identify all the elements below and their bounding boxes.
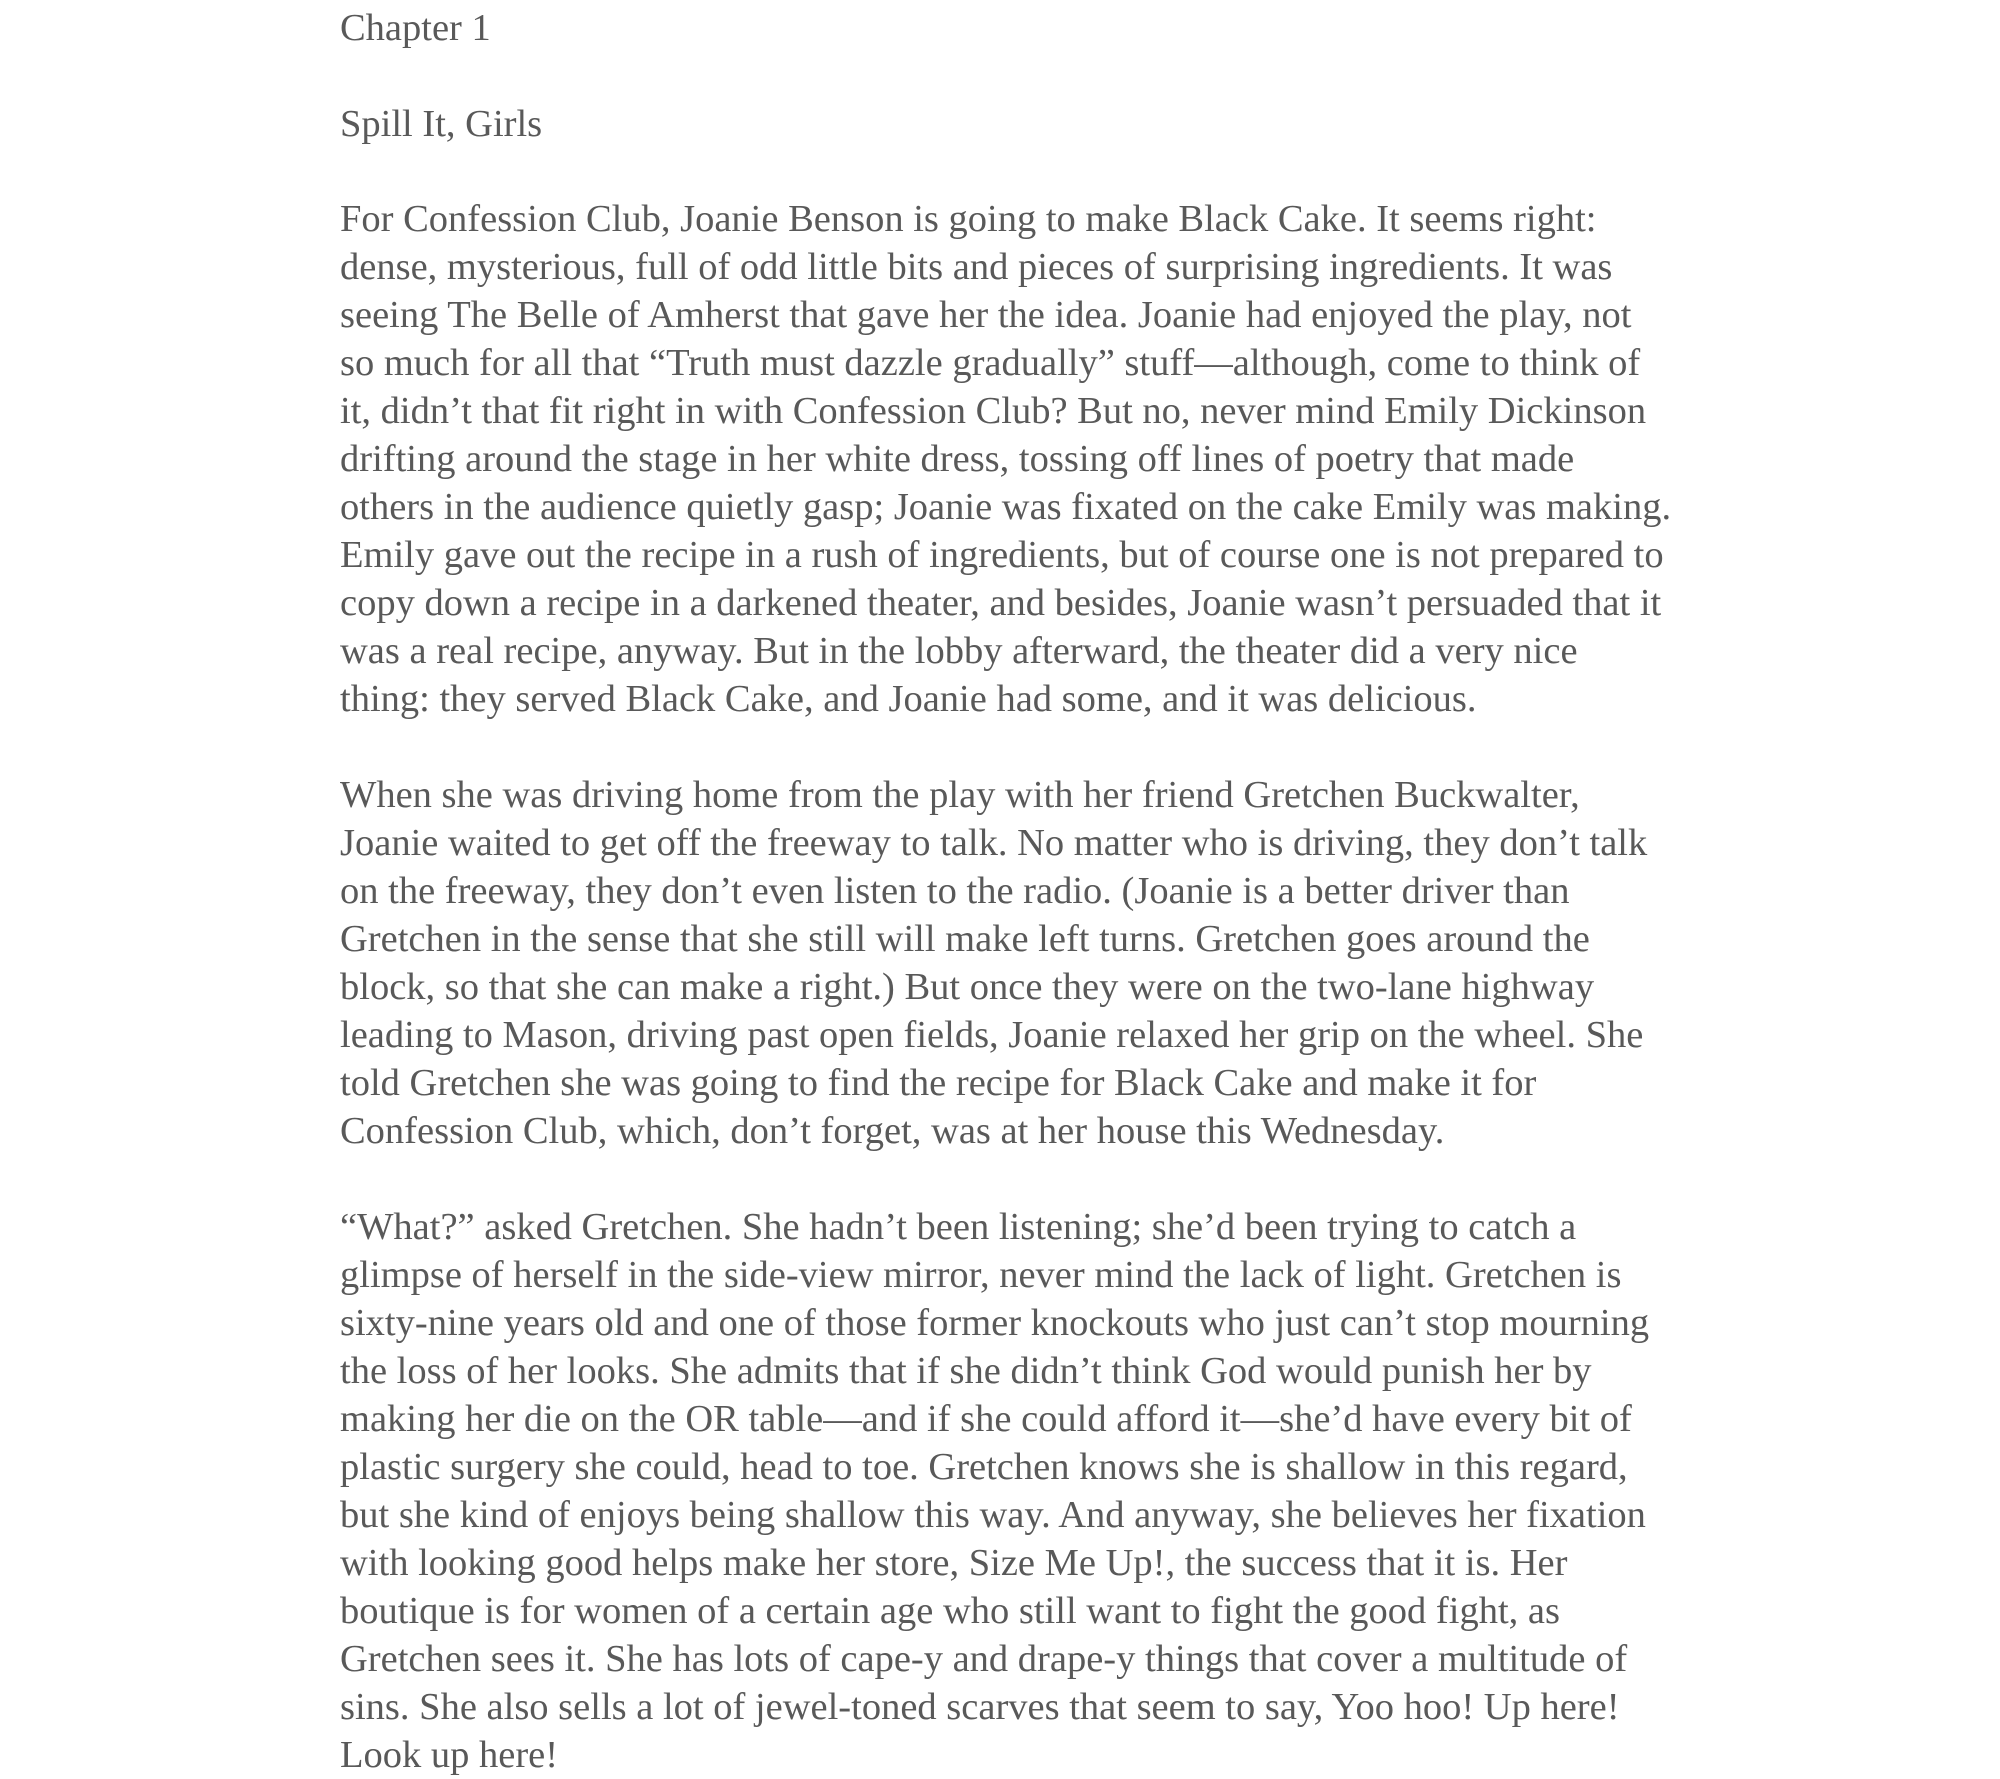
- text-line: with looking good helps make her store, Size Me Up!, the success that it is. Her: [340, 1542, 1568, 1584]
- text-line: leading to Mason, driving past open fields, Joanie relaxed her grip on the wheel. She: [340, 1014, 1644, 1056]
- text-line: seeing The Belle of Amherst that gave her the idea. Joanie had enjoyed the play, not: [340, 294, 1632, 336]
- text-line: Gretchen in the sense that she still will make left turns. Gretchen goes around the: [340, 918, 1590, 960]
- text-line: so much for all that “Truth must dazzle gradually” stuff—although, come to think of: [340, 342, 1641, 384]
- text-line: block, so that she can make a right.) But once they were on the two-lane highway: [340, 966, 1595, 1008]
- text-line: sins. She also sells a lot of jewel-toned scarves that seem to say, Yoo hoo! Up here!: [340, 1686, 1620, 1728]
- text-line: others in the audience quietly gasp; Joanie was fixated on the cake Emily was making.: [340, 486, 1672, 528]
- text-line: was a real recipe, anyway. But in the lobby afterward, the theater did a very nice: [340, 630, 1578, 672]
- chapter-label: Chapter 1: [340, 7, 491, 49]
- text-line: When she was driving home from the play with her friend Gretchen Buckwalter,: [340, 774, 1580, 816]
- paragraph: [340, 1203, 1700, 1779]
- text-line: the loss of her looks. She admits that if she didn’t think God would punish her by: [340, 1350, 1592, 1392]
- paragraph: [340, 195, 1700, 723]
- text-line: drifting around the stage in her white dress, tossing off lines of poetry that made: [340, 438, 1575, 480]
- text-line: told Gretchen she was going to find the recipe for Black Cake and make it for: [340, 1062, 1537, 1104]
- text-line: Confession Club, which, don’t forget, was at her house this Wednesday.: [340, 1110, 1445, 1152]
- text-line: sixty-nine years old and one of those former knockouts who just can’t stop mourning: [340, 1302, 1650, 1344]
- chapter-title: Spill It, Girls: [340, 103, 543, 145]
- text-line: making her die on the OR table—and if she could afford it—she’d have every bit of: [340, 1398, 1632, 1440]
- text-line: plastic surgery she could, head to toe. Gretchen knows she is shallow in this regard,: [340, 1446, 1628, 1488]
- text-line: copy down a recipe in a darkened theater, and besides, Joanie wasn’t persuaded that it: [340, 582, 1662, 624]
- text-line: “What?” asked Gretchen. She hadn’t been listening; she’d been trying to catch a: [340, 1206, 1577, 1248]
- text-line: dense, mysterious, full of odd little bits and pieces of surprising ingredients. It was: [340, 246, 1613, 288]
- text-line: For Confession Club, Joanie Benson is going to make Black Cake. It seems right:: [340, 198, 1597, 240]
- text-line: Look up here!: [340, 1734, 559, 1776]
- text-line: but she kind of enjoys being shallow this way. And anyway, she believes her fixation: [340, 1494, 1646, 1536]
- text-line: on the freeway, they don’t even listen to the radio. (Joanie is a better driver than: [340, 870, 1570, 912]
- document-page: [340, 0, 1700, 1779]
- text-line: boutique is for women of a certain age who still want to fight the good fight, as: [340, 1590, 1560, 1632]
- text-line: glimpse of herself in the side-view mirror, never mind the lack of light. Gretchen is: [340, 1254, 1622, 1296]
- text-line: Gretchen sees it. She has lots of cape-y and drape-y things that cover a multitude of: [340, 1638, 1628, 1680]
- text-line: it, didn’t that fit right in with Confession Club? But no, never mind Emily Dickinson: [340, 390, 1647, 432]
- text-line: Emily gave out the recipe in a rush of ingredients, but of course one is not prepared to: [340, 534, 1664, 576]
- paragraph: [340, 771, 1700, 1155]
- text-line: Joanie waited to get off the freeway to talk. No matter who is driving, they don’t talk: [340, 822, 1648, 864]
- text-line: thing: they served Black Cake, and Joanie had some, and it was delicious.: [340, 678, 1477, 720]
